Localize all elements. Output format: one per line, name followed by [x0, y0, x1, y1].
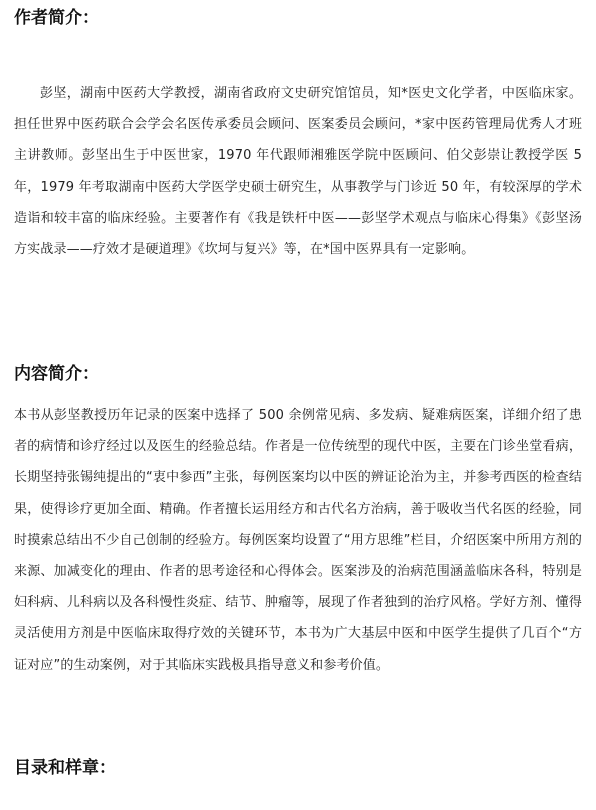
content-intro-paragraph: 本书从彭坚教授历年记录的医案中选择了 500 余例常见病、多发病、疑难病医案，详细介绍了患者的病情和诊疗经过以及医生的经验总结。作者是一位传统型的现代中医，主要在门诊坐堂看病，长期坚持张锡纯提出的“衷中参西”主张，每例医案均以中医的辨证论治为主，并参考西医的检查结果，使得诊疗更加全面、精确。作者擅长运用经方和古代名方治病，善于吸收当代名医的经验，同时摸索总结出不少自己创制的经验方。每例医案均设置了“用方思维”栏目，介绍医案中所用方剂的来源、加减变化的理由、作者的思考途径和心得体会。医案涉及的治病范围涵盖临床各科，特别是妇科病、儿科病以及各科慢性炎症、结节、肿瘤等，展现了作者独到的治疗风格。学好方剂、懂得灵活使用方剂是中医临床取得疗效的关键环节，本书为广大基层中医和中医学生提供了几百个“方证对应”的生动案例，对于其临床实践极具指导意义和参考价值。 — [14, 408, 582, 673]
toc-heading: 目录和样章： — [14, 758, 116, 778]
author-intro-heading: 作者简介： — [14, 8, 99, 28]
author-intro-paragraph: 彭坚，湖南中医药大学教授，湖南省政府文史研究馆馆员，知*医史文化学者，中医临床家。担任世界中医药联合会学会名医传承委员会顾问、医案委员会顾问，*家中医药管理局优秀人才班主讲教师。彭坚出生于中医世家，1970 年代跟师湘雅医学院中医顾问、伯父彭崇让教授学医 5 年，1979 年考取湖南中医药大学医学史硕士研究生，从事教学与门诊近 50 年，有较深厚的学术造诣和较丰富的临床经验。主要著作有《我是铁杆中医——彭坚学术观点与临床心得集》《彭坚汤方实战录——疗效才是硬道理》《坎坷与复兴》等，在*国中医界具有一定影响。 — [14, 86, 582, 258]
content-intro-heading: 内容简介： — [14, 364, 99, 384]
